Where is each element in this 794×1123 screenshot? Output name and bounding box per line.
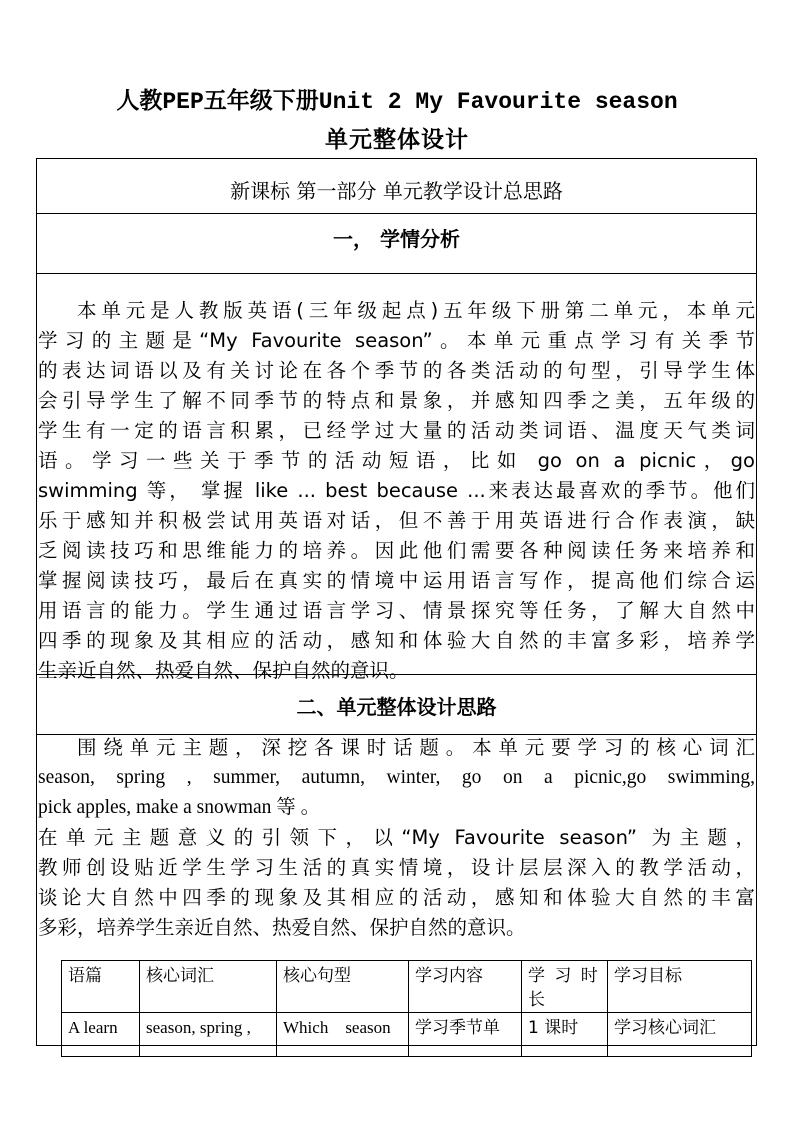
text-line: 会引导学生了解不同季节的特点和景象，并感知四季之美，五年级的	[38, 389, 755, 412]
text-line: 乐于感知并积极尝试用英语对话，但不善于用英语进行合作表演，缺	[38, 509, 755, 532]
text-line: 用语言的能力。学生通过语言学习、情景探究等任务，了解大自然中	[38, 599, 755, 622]
section-banner: 新课标 第一部分 单元教学设计总思路	[230, 179, 563, 203]
section1-heading: 一， 学情分析	[333, 227, 460, 251]
text-line: 教师创设贴近学生学习生活的真实情境，设计层层深入的教学活动，	[38, 856, 755, 879]
title-cn-b: 五年级下册	[203, 88, 319, 114]
section2-body	[37, 733, 756, 943]
text-line: 掌握阅读技巧，最后在真实的情境中运用语言写作，提高他们综合运	[38, 569, 755, 592]
header-cell: 核心句型	[277, 961, 409, 1013]
section1-body	[37, 296, 756, 686]
lesson-plan-table	[61, 960, 752, 1057]
document-title-line2: 单元整体设计	[325, 127, 469, 153]
text-line: 谈论大自然中四季的现象及其相应的活动，感知和体验大自然的丰富	[38, 886, 755, 909]
text-line: 学习的主题是“My Favourite season”。本单元重点学习有关季节	[38, 329, 755, 352]
table-row	[62, 1013, 752, 1057]
design-table	[36, 158, 757, 1046]
table-header-row	[62, 961, 752, 1013]
section2-heading: 二、单元整体设计思路	[296, 695, 497, 719]
text-line: 乏阅读技巧和思维能力的培养。因此他们需要各种阅读任务来培养和	[38, 539, 755, 562]
table-cell: 1 课时	[522, 1013, 608, 1057]
document-title-line1	[0, 82, 794, 115]
text-line: season, spring , summer, autumn, winter, go on a picnic,go swimming,	[38, 767, 755, 788]
text-line: 围绕单元主题，深挖各课时话题。本单元要学习的核心词汇	[77, 736, 755, 759]
text-line: 语。学习一些关于季节的活动短语，比如 go on a picnic，go	[38, 449, 755, 472]
text-line: 多彩，培养学生亲近自然、热爱自然、保护自然的意识。	[38, 916, 526, 939]
header-cell: 语篇	[62, 961, 140, 1013]
text-line: pick apples, make a snowman 等 。	[38, 797, 321, 818]
header-cell: 学 习 时 长	[522, 961, 608, 1013]
table-cell: Which season	[277, 1013, 409, 1057]
table-cell: A learn	[62, 1013, 140, 1057]
text-line: 学生有一定的语言积累，已经学过大量的活动类词语、温度天气类词	[38, 419, 755, 442]
text-line: 在单元主题意义的引领下，以“My Favourite season” 为主题，	[38, 826, 755, 849]
title-cn-a: 人教	[116, 88, 163, 114]
header-cell: 学习目标	[608, 961, 752, 1013]
divider	[37, 674, 756, 675]
table-cell: 学习季节单	[409, 1013, 522, 1057]
header-cell: 核心词汇	[140, 961, 277, 1013]
text-line: 四季的现象及其相应的活动，感知和体验大自然的丰富多彩，培养学	[38, 629, 755, 652]
title-pep: PEP	[162, 89, 204, 115]
divider	[37, 213, 756, 214]
divider	[37, 273, 756, 274]
table-cell: 学习核心词汇	[608, 1013, 752, 1057]
text-line: 生亲近自然、热爱自然、保护自然的意识。	[38, 659, 409, 682]
header-cell: 学习内容	[409, 961, 522, 1013]
title-unit: Unit 2 My Favourite season	[318, 89, 678, 115]
text-line: 本单元是人教版英语(三年级起点)五年级下册第二单元，本单元	[77, 299, 755, 322]
table-cell: season, spring ,	[140, 1013, 277, 1057]
text-line: 的表达词语以及有关讨论在各个季节的各类活动的句型，引导学生体	[38, 359, 755, 382]
text-line: swimming 等， 掌握 like ... best because ...来表达最喜欢的季节。他们	[38, 479, 755, 502]
